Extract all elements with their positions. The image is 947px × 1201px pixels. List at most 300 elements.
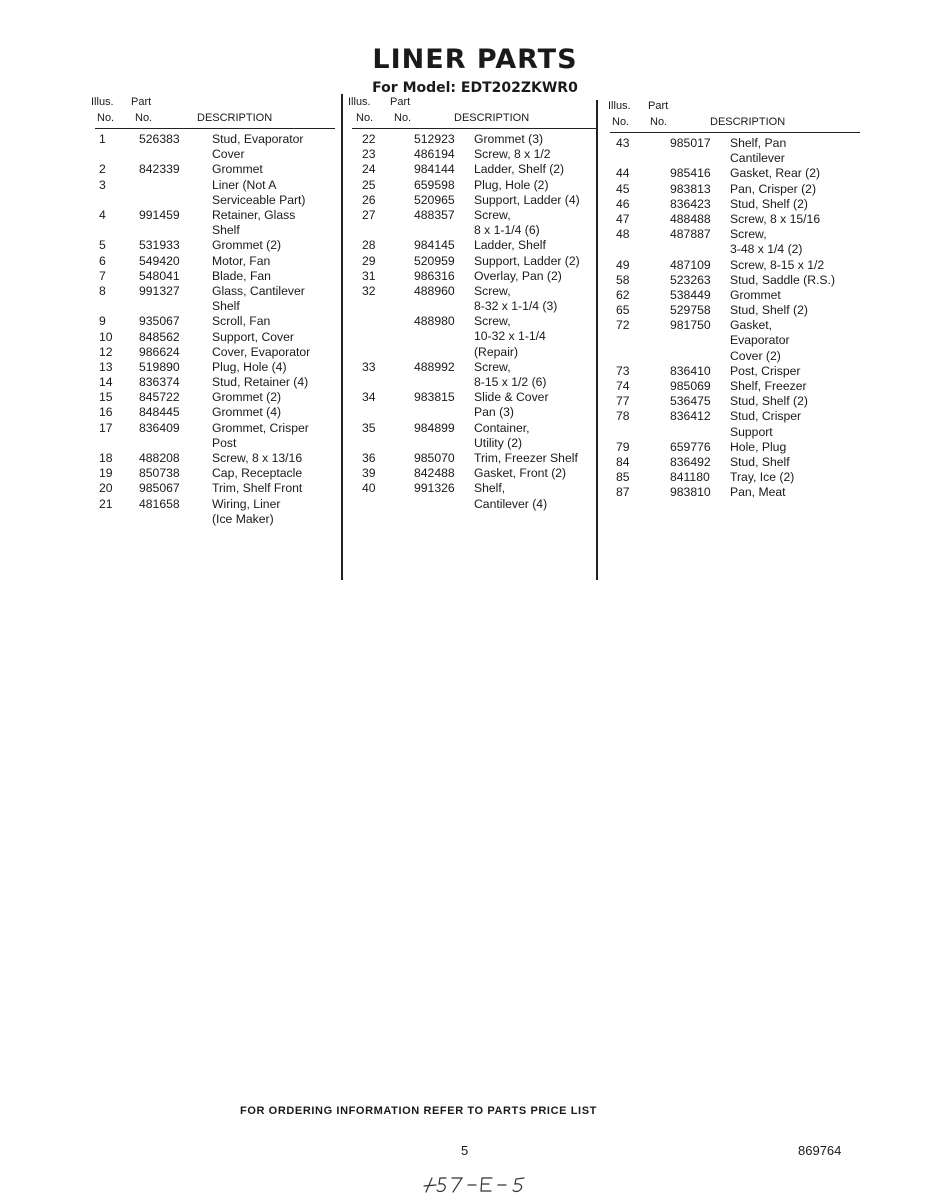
page-title: LINER PARTS: [372, 44, 578, 75]
illus-number: 45: [616, 181, 630, 196]
part-description: [212, 497, 335, 527]
part-description: [730, 364, 850, 379]
part-description: [730, 379, 850, 394]
description-line: Shelf, Freezer: [730, 379, 807, 394]
part-description: [730, 409, 850, 439]
part-description: [212, 238, 335, 253]
part-number: 512923: [414, 132, 455, 146]
illus-number: 73: [616, 363, 630, 378]
description-line: Plug, Hole (2): [474, 177, 549, 192]
illus-number: 10: [99, 329, 113, 344]
header-part-no: No.: [135, 112, 153, 124]
illus-number: 13: [99, 359, 113, 374]
illus-number: 24: [362, 162, 376, 177]
description-line: 8-32 x 1-1/4 (3): [474, 299, 558, 314]
illus-number: 79: [616, 439, 630, 454]
part-description: [212, 481, 335, 496]
header-part: Part: [131, 96, 152, 108]
description-line: Hole, Plug: [730, 439, 787, 454]
part-description: [474, 132, 597, 147]
part-row: [610, 394, 850, 409]
illus-number: 19: [99, 466, 113, 481]
description-line: Stud, Saddle (R.S.): [730, 272, 835, 287]
part-row: [95, 345, 335, 360]
part-number: 523263: [670, 272, 711, 287]
part-row: [95, 178, 335, 208]
illus-number: 36: [362, 451, 376, 466]
part-number: 983810: [670, 485, 711, 500]
description-line: Cantilever (4): [474, 496, 548, 511]
header-illus-no: No.: [356, 112, 374, 124]
part-row: [352, 238, 597, 253]
part-row: [610, 318, 850, 364]
description-line: Grommet: [212, 162, 263, 177]
part-number: 984144: [414, 162, 455, 177]
part-number: 520965: [414, 192, 455, 207]
part-row: [352, 193, 597, 208]
parts-column-2: [348, 96, 597, 512]
illus-number: 49: [616, 257, 630, 272]
part-number: 836492: [670, 455, 711, 470]
description-line: Support, Ladder (2): [474, 253, 580, 268]
description-line: Serviceable Part): [212, 192, 306, 207]
description-line: Utility (2): [474, 435, 523, 450]
description-line: Ladder, Shelf: [474, 238, 546, 253]
illus-number: 4: [99, 207, 106, 222]
description-line: Cover: [212, 147, 245, 162]
part-row: [95, 421, 335, 451]
column-header: [348, 96, 597, 132]
part-row: [610, 182, 850, 197]
part-number: 487887: [670, 227, 711, 242]
part-description: [474, 451, 597, 466]
part-description: [730, 440, 850, 455]
part-row: [610, 212, 850, 227]
part-description: [212, 132, 335, 162]
part-number: 984899: [414, 420, 455, 435]
description-line: Pan, Meat: [730, 485, 786, 500]
part-description: [212, 451, 335, 466]
part-number: 548041: [139, 268, 180, 283]
part-row: [352, 314, 597, 360]
part-description: [212, 178, 335, 208]
part-description: [730, 394, 850, 409]
part-number: 848445: [139, 405, 180, 420]
description-line: Shelf,: [474, 481, 506, 496]
description-line: Stud, Crisper: [730, 409, 802, 424]
illus-number: 9: [99, 314, 106, 329]
part-number: 836374: [139, 375, 180, 390]
handwritten-mark: [420, 1172, 530, 1201]
part-number: 488980: [414, 314, 455, 329]
description-line: Post, Crisper: [730, 363, 801, 378]
description-line: Post: [212, 435, 237, 450]
part-row: [352, 147, 597, 162]
part-description: [730, 303, 850, 318]
illus-number: 47: [616, 211, 630, 226]
part-number: 659776: [670, 439, 711, 454]
part-number: 985017: [670, 136, 711, 150]
description-line: Grommet (2): [212, 238, 282, 253]
description-line: Grommet: [730, 287, 781, 302]
part-row: [95, 466, 335, 481]
description-line: 8 x 1-1/4 (6): [474, 223, 540, 238]
column-header: [610, 100, 850, 136]
description-line: 8-15 x 1/2 (6): [474, 375, 547, 390]
description-line: Grommet (3): [474, 132, 544, 146]
part-description: [474, 314, 597, 360]
part-row: [95, 132, 335, 162]
header-illus: Illus.: [91, 96, 114, 108]
illus-number: 40: [362, 481, 376, 496]
header-part-no: No.: [394, 112, 412, 124]
part-row: [610, 455, 850, 470]
illus-number: 35: [362, 420, 376, 435]
illus-number: 25: [362, 177, 376, 192]
part-description: [474, 147, 597, 162]
description-line: Evaporator: [730, 333, 790, 348]
part-row: [95, 451, 335, 466]
part-description: [730, 273, 850, 288]
description-line: Stud, Shelf: [730, 455, 790, 470]
part-row: [610, 303, 850, 318]
part-number: 983815: [414, 390, 455, 405]
part-description: [474, 284, 597, 314]
part-description: [212, 390, 335, 405]
illus-number: 26: [362, 192, 376, 207]
illus-number: 58: [616, 272, 630, 287]
description-line: Support, Cover: [212, 329, 294, 344]
part-number: 985416: [670, 166, 711, 181]
part-description: [730, 197, 850, 212]
header-rule: [95, 128, 335, 129]
description-line: Gasket, Rear (2): [730, 166, 821, 181]
part-number: 836409: [139, 420, 180, 435]
part-number: 488208: [139, 451, 180, 466]
part-row: [610, 409, 850, 439]
header-illus-no: No.: [97, 112, 115, 124]
description-line: Trim, Freezer Shelf: [474, 451, 578, 466]
illus-number: 87: [616, 485, 630, 500]
description-line: Cap, Receptacle: [212, 466, 303, 481]
part-description: [730, 470, 850, 485]
illus-number: 32: [362, 283, 376, 298]
part-row: [95, 497, 335, 527]
description-line: Slide & Cover: [474, 390, 549, 405]
part-description: [730, 485, 850, 500]
header-part-no: No.: [650, 116, 668, 128]
part-number: 526383: [139, 132, 180, 146]
description-line: Cantilever: [730, 151, 785, 166]
part-description: [212, 405, 335, 420]
part-number: 486194: [414, 147, 455, 162]
illus-number: 7: [99, 268, 106, 283]
parts-list: [610, 136, 850, 501]
part-description: [474, 208, 597, 238]
part-row: [352, 451, 597, 466]
part-row: [610, 258, 850, 273]
part-row: [95, 162, 335, 177]
description-line: Grommet (4): [212, 405, 282, 420]
part-description: [474, 269, 597, 284]
part-number: 991326: [414, 481, 455, 496]
part-number: 487109: [670, 257, 711, 272]
description-line: Screw, 8 x 13/16: [212, 451, 303, 466]
part-row: [610, 136, 850, 166]
description-line: Grommet (2): [212, 390, 282, 405]
description-line: Stud, Shelf (2): [730, 394, 808, 409]
illus-number: 77: [616, 394, 630, 409]
illus-number: 12: [99, 344, 113, 359]
part-number: 836412: [670, 409, 711, 424]
part-number: 488992: [414, 359, 455, 374]
part-number: 481658: [139, 496, 180, 511]
page-number: 5: [461, 1143, 469, 1158]
part-description: [212, 375, 335, 390]
part-description: [212, 360, 335, 375]
part-row: [352, 162, 597, 177]
part-number: 991459: [139, 207, 180, 222]
part-description: [474, 238, 597, 253]
part-row: [95, 254, 335, 269]
part-number: 984145: [414, 238, 455, 253]
part-description: [212, 345, 335, 360]
description-line: Support, Ladder (4): [474, 192, 580, 207]
description-line: Screw,: [474, 207, 511, 222]
illus-number: 74: [616, 379, 630, 394]
description-line: Shelf, Pan: [730, 136, 787, 150]
part-description: [212, 162, 335, 177]
parts-list: [352, 132, 597, 512]
description-line: Shelf: [212, 299, 240, 314]
header-rule: [610, 132, 860, 133]
part-description: [212, 421, 335, 451]
part-number: 848562: [139, 329, 180, 344]
description-line: (Ice Maker): [212, 511, 274, 526]
part-number: 536475: [670, 394, 711, 409]
illus-number: 48: [616, 227, 630, 242]
part-row: [610, 485, 850, 500]
part-description: [212, 330, 335, 345]
part-row: [95, 375, 335, 390]
header-part: Part: [390, 96, 411, 108]
part-number: 935067: [139, 314, 180, 329]
part-row: [352, 269, 597, 284]
part-description: [212, 254, 335, 269]
description-line: Gasket, Front (2): [474, 466, 567, 481]
part-number: 981750: [670, 318, 711, 333]
part-description: [474, 421, 597, 451]
part-number: 842339: [139, 162, 180, 177]
part-row: [352, 360, 597, 390]
part-row: [610, 273, 850, 288]
part-row: [95, 284, 335, 314]
part-row: [352, 208, 597, 238]
illus-number: 31: [362, 268, 376, 283]
part-description: [212, 314, 335, 329]
description-line: Screw,: [474, 359, 511, 374]
column-header: [91, 96, 335, 132]
part-description: [474, 481, 597, 511]
part-row: [352, 481, 597, 511]
part-row: [95, 269, 335, 284]
illus-number: 21: [99, 496, 113, 511]
part-description: [212, 284, 335, 314]
part-number: 488357: [414, 207, 455, 222]
part-row: [610, 197, 850, 212]
part-number: 529758: [670, 303, 711, 318]
part-row: [610, 166, 850, 181]
illus-number: 15: [99, 390, 113, 405]
description-line: Wiring, Liner: [212, 496, 281, 511]
illus-number: 33: [362, 359, 376, 374]
illus-number: 44: [616, 166, 630, 181]
part-description: [212, 269, 335, 284]
illus-number: 5: [99, 238, 106, 253]
description-line: Motor, Fan: [212, 253, 271, 268]
part-number: 983813: [670, 181, 711, 196]
part-number: 836423: [670, 196, 711, 211]
part-description: [474, 178, 597, 193]
description-line: Pan (3): [474, 405, 514, 420]
handwritten-mark-drawing: [420, 1172, 530, 1196]
description-line: Trim, Shelf Front: [212, 481, 303, 496]
part-row: [610, 470, 850, 485]
part-row: [610, 440, 850, 455]
part-number: 488960: [414, 283, 455, 298]
header-description: DESCRIPTION: [710, 116, 786, 128]
header-description: DESCRIPTION: [454, 112, 530, 124]
part-description: [730, 318, 850, 364]
description-line: Screw, 8 x 15/16: [730, 211, 821, 226]
description-line: Cover (2): [730, 348, 781, 363]
part-row: [95, 481, 335, 496]
part-description: [474, 193, 597, 208]
part-row: [95, 405, 335, 420]
description-line: Plug, Hole (4): [212, 359, 287, 374]
part-row: [352, 178, 597, 193]
part-row: [610, 227, 850, 257]
part-description: [474, 360, 597, 390]
illus-number: 39: [362, 466, 376, 481]
part-description: [474, 390, 597, 420]
description-line: 10-32 x 1-1/4: [474, 329, 546, 344]
document-number: 869764: [798, 1143, 842, 1158]
illus-number: 18: [99, 451, 113, 466]
illus-number: 65: [616, 303, 630, 318]
illus-number: 34: [362, 390, 376, 405]
illus-number: 78: [616, 409, 630, 424]
part-row: [95, 238, 335, 253]
description-line: Container,: [474, 420, 530, 435]
illus-number: 43: [616, 136, 630, 150]
description-line: Screw, 8-15 x 1/2: [730, 257, 825, 272]
illus-number: 29: [362, 253, 376, 268]
parts-column-3: [610, 100, 850, 501]
part-row: [95, 314, 335, 329]
illus-number: 20: [99, 481, 113, 496]
part-description: [212, 208, 335, 238]
illus-number: 17: [99, 420, 113, 435]
illus-number: 6: [99, 253, 106, 268]
illus-number: 2: [99, 162, 106, 177]
part-number: 488488: [670, 211, 711, 226]
illus-number: 23: [362, 147, 376, 162]
description-line: Screw,: [730, 227, 767, 242]
part-number: 836410: [670, 363, 711, 378]
description-line: Support: [730, 424, 773, 439]
part-row: [95, 360, 335, 375]
illus-number: 84: [616, 455, 630, 470]
parts-list: [95, 132, 335, 527]
description-line: Liner (Not A: [212, 177, 277, 192]
part-number: 549420: [139, 253, 180, 268]
illus-number: 28: [362, 238, 376, 253]
illus-number: 14: [99, 375, 113, 390]
part-row: [352, 132, 597, 147]
illus-number: 3: [99, 177, 106, 192]
header-illus: Illus.: [608, 100, 631, 112]
description-line: Blade, Fan: [212, 268, 271, 283]
illus-number: 85: [616, 470, 630, 485]
part-number: 850738: [139, 466, 180, 481]
description-line: Tray, Ice (2): [730, 470, 795, 485]
part-row: [95, 208, 335, 238]
part-number: 985070: [414, 451, 455, 466]
part-row: [352, 254, 597, 269]
part-row: [352, 421, 597, 451]
description-line: Glass, Cantilever: [212, 283, 305, 298]
header-description: DESCRIPTION: [197, 112, 273, 124]
part-row: [95, 390, 335, 405]
ordering-note: FOR ORDERING INFORMATION REFER TO PARTS PRICE LIST: [240, 1105, 597, 1117]
part-description: [730, 288, 850, 303]
part-number: 985067: [139, 481, 180, 496]
part-description: [730, 136, 850, 166]
part-number: 842488: [414, 466, 455, 481]
illus-number: 62: [616, 287, 630, 302]
illus-number: 16: [99, 405, 113, 420]
part-description: [730, 212, 850, 227]
description-line: Scroll, Fan: [212, 314, 271, 329]
illus-number: 1: [99, 132, 106, 146]
description-line: Shelf: [212, 223, 240, 238]
part-number: 841180: [670, 470, 710, 485]
header-illus-no: No.: [612, 116, 630, 128]
illus-number: 27: [362, 207, 376, 222]
part-number: 986624: [139, 344, 180, 359]
description-line: Gasket,: [730, 318, 772, 333]
description-line: 3-48 x 1/4 (2): [730, 242, 803, 257]
part-row: [610, 379, 850, 394]
description-line: Stud, Shelf (2): [730, 196, 808, 211]
part-description: [730, 258, 850, 273]
part-number: 519890: [139, 359, 180, 374]
illus-number: 8: [99, 283, 106, 298]
header-part: Part: [648, 100, 669, 112]
part-number: 986316: [414, 268, 455, 283]
part-description: [730, 227, 850, 257]
header-rule: [352, 128, 597, 129]
part-row: [610, 364, 850, 379]
part-description: [212, 466, 335, 481]
part-row: [610, 288, 850, 303]
part-number: 531933: [139, 238, 180, 253]
part-description: [730, 455, 850, 470]
part-description: [474, 162, 597, 177]
description-line: Grommet, Crisper: [212, 420, 309, 435]
illus-number: 72: [616, 318, 630, 333]
